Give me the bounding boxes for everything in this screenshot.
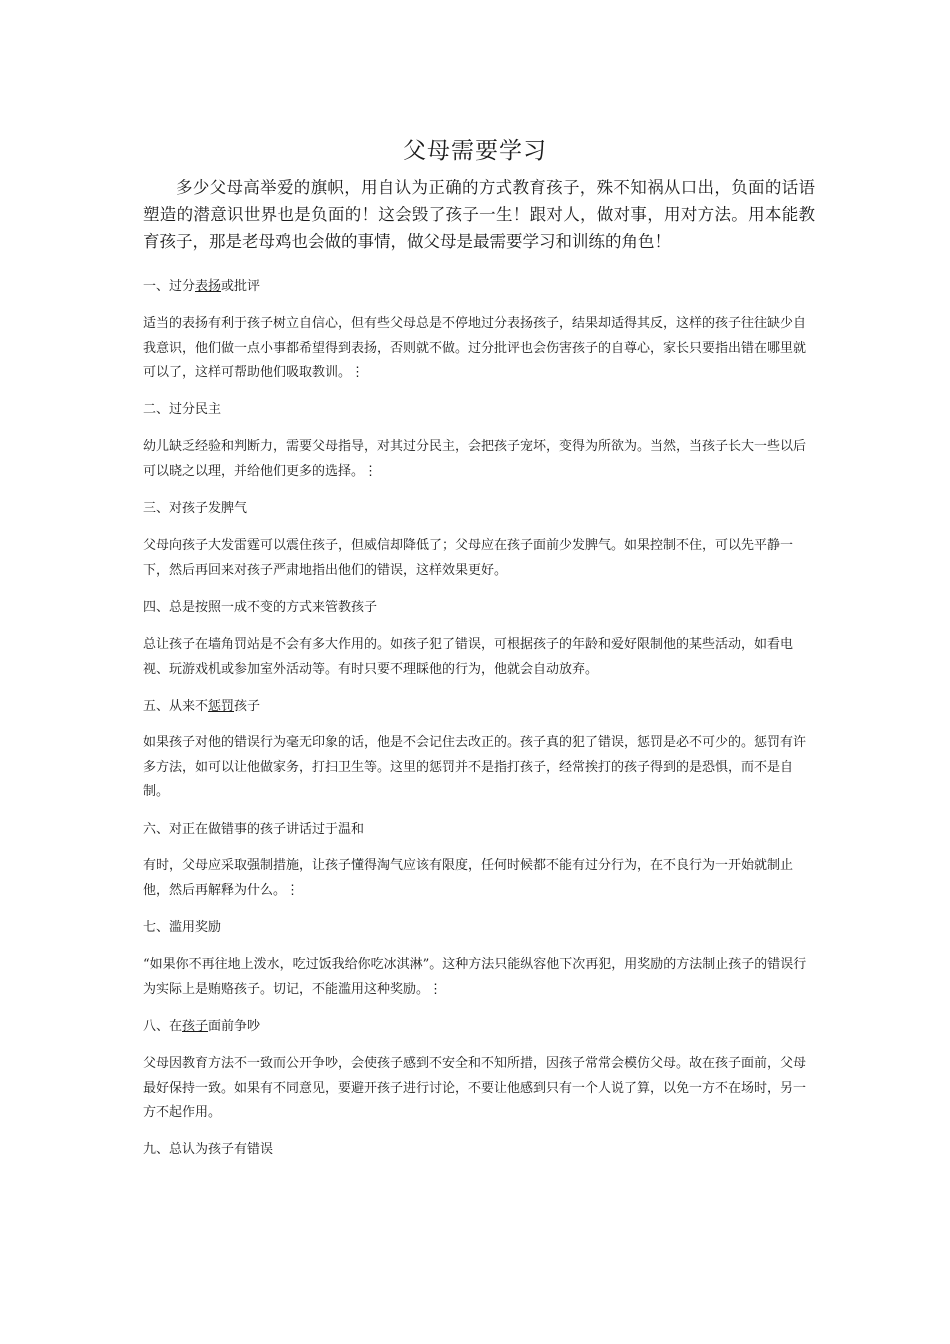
section-heading [143,596,815,620]
heading-text: 一、过分 [143,279,196,294]
section-body: 幼儿缺乏经验和判断力，需要父母指导，对其过分民主，会把孩子宠坏，变得为所欲为。当然，当孩子长大一些以后可以晓之以理，并给他们更多的选择。⋮ [143,439,807,479]
section-body: 有时，父母应采取强制措施，让孩子懂得淘气应该有限度，任何时候都不能有过分行为，在不良行为一开始就制止他，然后再解释为什么。⋮ [143,858,794,898]
section-body: “如果你不再往地上泼水，吃过饭我给你吃冰淇淋”。这种方法只能纵容他下次再犯，用奖励的方法制止孩子的错误行为实际上是贿赂孩子。切记，不能滥用这种奖励。⋮ [143,957,807,997]
section-heading [143,1138,815,1162]
section-heading [143,695,815,719]
heading-text: 九、总认为孩子有错误 [143,1142,274,1157]
heading-text: 或批评 [221,279,261,294]
document-title: 父母需要学习 [403,138,547,164]
section-heading [143,1015,815,1039]
heading-text: 四、总是按照一成不变的方式来管教孩子 [143,600,378,615]
heading-text: 八、在 [143,1019,183,1034]
heading-text: 二、过分民主 [143,402,222,417]
heading-underlined-text: 表扬 [195,279,222,294]
heading-underlined-text: 孩子 [182,1019,209,1034]
heading-text: 孩子 [234,699,261,714]
section-heading [143,275,815,299]
heading-text: 面前争吵 [208,1019,261,1034]
heading-underlined-text: 惩罚 [208,699,235,714]
heading-text: 五、从来不 [143,699,209,714]
section-body: 总让孩子在墙角罚站是不会有多大作用的。如孩子犯了错误，可根据孩子的年龄和爱好限制他的某些活动，如看电视、玩游戏机或参加室外活动等。有时只要不理睬他的行为，他就会自动放弃。 [143,637,794,677]
section-heading [143,497,815,521]
heading-text: 七、滥用奖励 [143,920,222,935]
section-heading [143,916,815,940]
heading-text: 三、对孩子发脾气 [143,501,248,516]
heading-text: 六、对正在做错事的孩子讲话过于温和 [143,822,365,837]
section-heading [143,818,815,842]
section-body: 适当的表扬有利于孩子树立自信心，但有些父母总是不停地过分表扬孩子，结果却适得其反，这样的孩子往往缺少自我意识，他们做一点小事都希望得到表扬，否则就不做。过分批评也会伤害孩子的自尊心，家长只要指出错在哪里就可以了，这样可帮助他们吸取教训。⋮ [143,316,807,380]
section-body: 如果孩子对他的错误行为毫无印象的话，他是不会记住去改正的。孩子真的犯了错误，惩罚是必不可少的。惩罚有许多方法，如可以让他做家务，打扫卫生等。这里的惩罚并不是指打孩子，经常挨打的孩子得到的是恐惧，而不是自制。 [143,735,807,799]
section-heading [143,398,815,422]
section-body: 父母向孩子大发雷霆可以震住孩子，但威信却降低了；父母应在孩子面前少发脾气。如果控制不住，可以先平静一下，然后再回来对孩子严肃地指出他们的错误，这样效果更好。 [143,538,794,578]
intro-paragraph: 多少父母高举爱的旗帜，用自认为正确的方式教育孩子，殊不知祸从口出，负面的话语塑造的潜意识世界也是负面的！这会毁了孩子一生！跟对人，做对事，用对方法。用本能教育孩子，那是老母鸡也会做的事情，做父母是最需要学习和训练的角色！ [143,178,815,251]
section-body: 父母因教育方法不一致而公开争吵，会使孩子感到不安全和不知所措，因孩子常常会模仿父母。故在孩子面前，父母最好保持一致。如果有不同意见，要避开孩子进行讨论，不要让他感到只有一个人说了算，以免一方不在场时，另一方不起作用。 [143,1056,807,1120]
